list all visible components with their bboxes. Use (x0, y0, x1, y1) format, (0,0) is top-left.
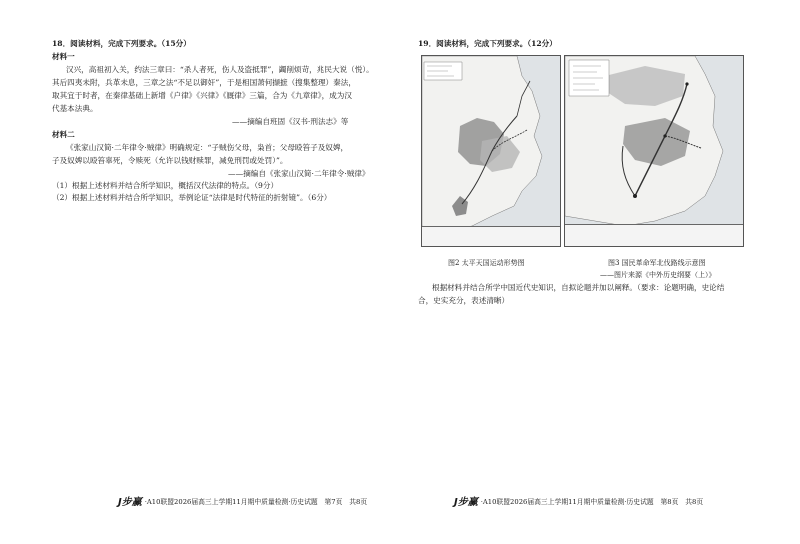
material1-line: 其后四夷未附，兵革未息，三章之法“不足以御奸”，于是相国萧何撷摭（搜集整理）秦法， (52, 78, 356, 87)
map2-caption: 图2 太平天国运动形势图 (448, 259, 525, 267)
map3-legend (565, 224, 743, 247)
brand-logo: J步赢 (454, 497, 478, 508)
taiping-movement-map (421, 55, 561, 247)
taiping-map-graphic (422, 56, 560, 246)
right-page (400, 0, 800, 544)
material2-line: 子及奴婢以殴笞辜死，令赎死（允许以钱财赎罪，减免刑罚或处罚）”。 (52, 156, 288, 165)
northern-expedition-map (564, 55, 744, 247)
map-source: ——图片来源《中外历史纲要（上）》 (600, 271, 716, 279)
material2-source: ——摘编自《张家山汉简·二年律令·贼律》 (228, 169, 370, 178)
material1-source: ——摘编自班固《汉书·刑法志》等 (232, 117, 349, 126)
map2-legend (422, 226, 560, 247)
map3-caption: 图3 国民革命军北伐路线示意图 (608, 259, 706, 267)
page-footer (454, 493, 703, 508)
material1-line: 代基本法典。 (52, 104, 98, 113)
material2-line: 《张家山汉简·二年律令·贼律》明确规定：“子贼伤父母，枭首；父母殴笞子及奴婢， (66, 143, 349, 152)
question-18-part1: （1）根据上述材料并结合所学知识，概括汉代法律的特点。（9分） (52, 181, 279, 190)
question-18-title: 18．阅读材料，完成下列要求。（15分） (52, 39, 191, 48)
expedition-map-graphic (565, 56, 743, 246)
instruction-line: 合，史实充分，表述清晰） (418, 296, 510, 305)
question-19-title: 19．阅读材料，完成下列要求。（12分） (418, 39, 557, 48)
question-18-part2: （2）根据上述材料并结合所学知识，举例论证“法律是时代特征的折射镜”。（6分） (52, 193, 332, 202)
material1-line: 汉兴，高祖初入关，约法三章曰：“杀人者死，伤人及盗抵罪”，蠲削烦苛，兆民大说（悦）。 (66, 65, 374, 74)
footer-text: ·A10联盟2026届高三上学期11月期中质量检测·历史试题 第8页 共8页 (480, 497, 704, 506)
page-footer (118, 493, 367, 508)
material1-label: 材料一 (52, 52, 75, 61)
material2-label: 材料二 (52, 130, 75, 139)
footer-text: ·A10联盟2026届高三上学期11月期中质量检测·历史试题 第7页 共8页 (144, 497, 368, 506)
instruction-line: 根据材料并结合所学中国近代史知识，自拟论题并加以阐释。（要求：论题明确，史论结 (432, 283, 725, 292)
material1-line: 取其宜于时者，在秦律基础上新增《户律》《兴律》《厩律》三篇，合为《九章律》，成为汉 (52, 91, 352, 100)
brand-logo: J步赢 (118, 497, 142, 508)
